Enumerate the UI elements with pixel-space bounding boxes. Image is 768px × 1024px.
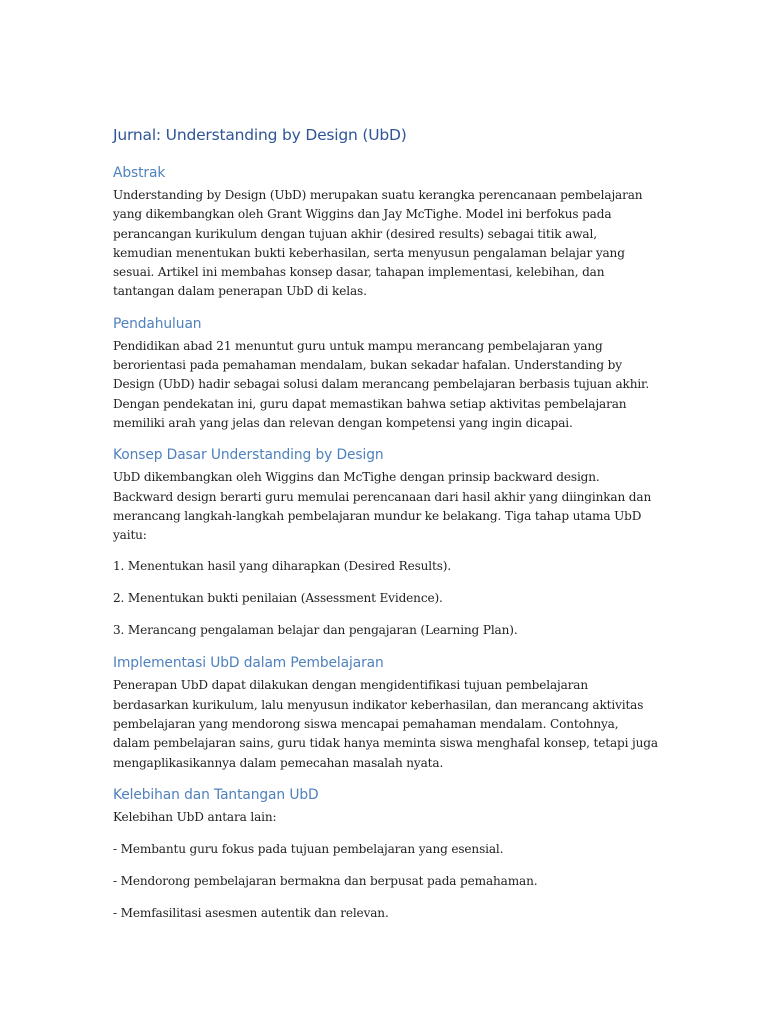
- paragraph: UbD dikembangkan oleh Wiggins dan McTighe dengan prinsip backward design. Backward design berarti guru memulai perencanaan dari hasil akhir yang diinginkan dan merancang langkah-langkah pembelajaran mundur ke belakang. Tiga tahap utama UbD yaitu:: [113, 470, 652, 543]
- section-pendahuluan: [113, 314, 658, 433]
- section-heading: Kelebihan dan Tantangan UbD: [113, 786, 319, 803]
- section-implementasi: [113, 653, 658, 772]
- list-item: - Mendorong pembelajaran bermakna dan berpusat pada pemahaman.: [113, 873, 538, 888]
- list-item: - Memfasilitasi asesmen autentik dan relevan.: [113, 905, 389, 920]
- list-item: 1. Menentukan hasil yang diharapkan (Desired Results).: [113, 559, 452, 574]
- list-item: 3. Merancang pengalaman belajar dan pengajaran (Learning Plan).: [113, 623, 518, 638]
- section-heading: Konsep Dasar Understanding by Design: [113, 447, 384, 464]
- paragraph: Understanding by Design (UbD) merupakan suatu kerangka perencanaan pembelajaran yang dikembangkan oleh Grant Wiggins dan Jay McTighe. Model ini berfokus pada perancangan kurikulum dengan tujuan akhir (desired results) sebagai titik awal, kemudian menentukan bukti keberhasilan, serta menyusun pengalaman belajar yang sesuai. Artikel ini membahas konsep dasar, tahapan implementasi, kelebihan, dan tantangan dalam penerapan UbD di kelas.: [113, 188, 643, 299]
- section-abstrak: [113, 163, 658, 302]
- paragraph: Penerapan UbD dapat dilakukan dengan mengidentifikasi tujuan pembelajaran berdasarkan kurikulum, lalu menyusun indikator keberhasilan, dan merancang aktivitas pembelajaran yang mendorong siswa mencapai pemahaman mendalam. Contohnya, dalam pembelajaran sains, guru tidak hanya meminta siswa menghafal konsep, tetapi juga mengaplikasikannya dalam pemecahan masalah nyata.: [113, 678, 658, 770]
- paragraph: Kelebihan UbD antara lain:: [113, 809, 277, 824]
- list-item: - Membantu guru fokus pada tujuan pembelajaran yang esensial.: [113, 841, 504, 856]
- document-body: [113, 124, 658, 936]
- section-konsep-dasar: [113, 445, 658, 640]
- section-heading: Pendahuluan: [113, 315, 202, 332]
- list-item: 2. Menentukan bukti penilaian (Assessment Evidence).: [113, 591, 443, 606]
- section-heading: Abstrak: [113, 165, 166, 181]
- section-heading: Implementasi UbD dalam Pembelajaran: [113, 655, 384, 672]
- section-kelebihan-tantangan: [113, 785, 658, 923]
- paragraph: Pendidikan abad 21 menuntut guru untuk mampu merancang pembelajaran yang berorientasi pada pemahaman mendalam, bukan sekadar hafalan. Understanding by Design (UbD) hadir sebagai solusi dalam merancang pembelajaran berbasis tujuan akhir. Dengan pendekatan ini, guru dapat memastikan bahwa setiap aktivitas pembelajaran memiliki arah yang jelas dan relevan dengan kompetensi yang ingin dicapai.: [113, 338, 650, 430]
- document-title: Jurnal: Understanding by Design (UbD): [113, 126, 407, 144]
